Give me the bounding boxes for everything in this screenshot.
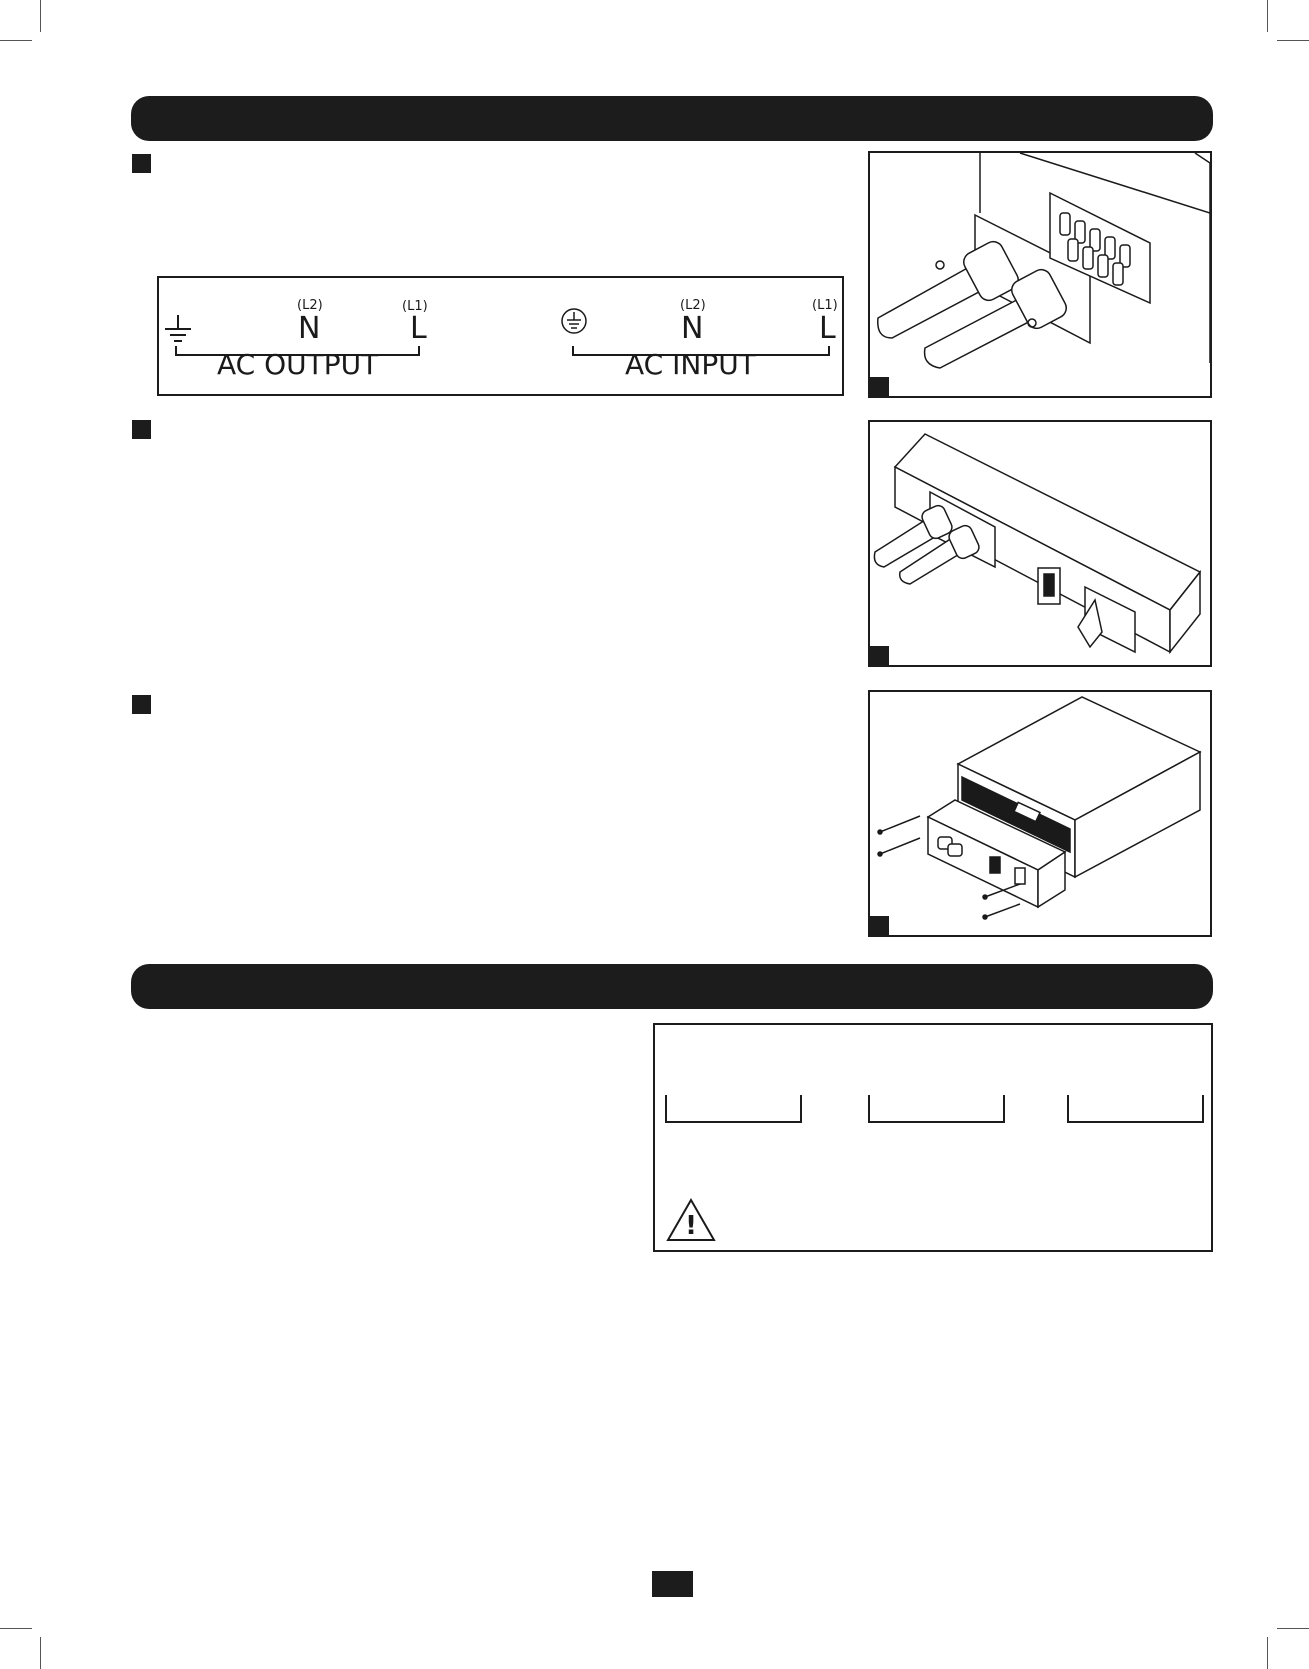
input-line-alt-label: (L1): [812, 298, 838, 313]
terminal-block-illustration: [870, 153, 1212, 398]
ups-mounting-illustration: [870, 692, 1212, 937]
step-marker-3: [132, 695, 151, 714]
figure-bypass-module: [868, 420, 1212, 667]
crop-mark: [0, 40, 32, 41]
bracket-middle: [868, 1095, 1005, 1123]
input-line-label: L: [819, 311, 836, 346]
crop-mark: [40, 0, 41, 32]
output-neutral-label: N: [298, 311, 321, 346]
page-number-block: [652, 1571, 693, 1597]
output-neutral-alt-label: (L2): [297, 298, 323, 313]
crop-mark: [1267, 0, 1268, 32]
step-marker-2: [132, 420, 151, 439]
output-line-label: L: [410, 311, 427, 346]
bracket-left: [665, 1095, 802, 1123]
crop-mark: [0, 1628, 32, 1629]
figure-tag: [870, 646, 889, 665]
crop-mark: [1267, 1637, 1268, 1669]
ac-output-label: AC OUTPUT: [217, 348, 379, 381]
bypass-module-illustration: [870, 422, 1212, 667]
step-marker-1: [132, 154, 151, 173]
crop-mark: [40, 1637, 41, 1669]
warning-triangle-icon: [665, 1197, 717, 1243]
section-header-bar-bottom: [131, 964, 1213, 1009]
ac-input-label: AC INPUT: [625, 348, 756, 381]
crop-mark: [1277, 1628, 1309, 1629]
section-header-bar-top: [131, 96, 1213, 141]
crop-mark: [1277, 40, 1309, 41]
output-line-alt-label: (L1): [402, 299, 428, 314]
figure-tag: [870, 377, 889, 396]
info-box: [653, 1023, 1213, 1252]
figure-terminal-block: [868, 151, 1212, 398]
warning-mark: !: [685, 1211, 697, 1241]
bracket-right: [1067, 1095, 1204, 1123]
figure-tag: [870, 916, 889, 935]
figure-ups-mounting: [868, 690, 1212, 937]
terminal-label-diagram: [157, 276, 844, 396]
input-neutral-label: N: [681, 311, 704, 346]
ground-icon: [163, 313, 193, 347]
protective-earth-icon: [559, 306, 589, 336]
input-neutral-alt-label: (L2): [680, 298, 706, 313]
